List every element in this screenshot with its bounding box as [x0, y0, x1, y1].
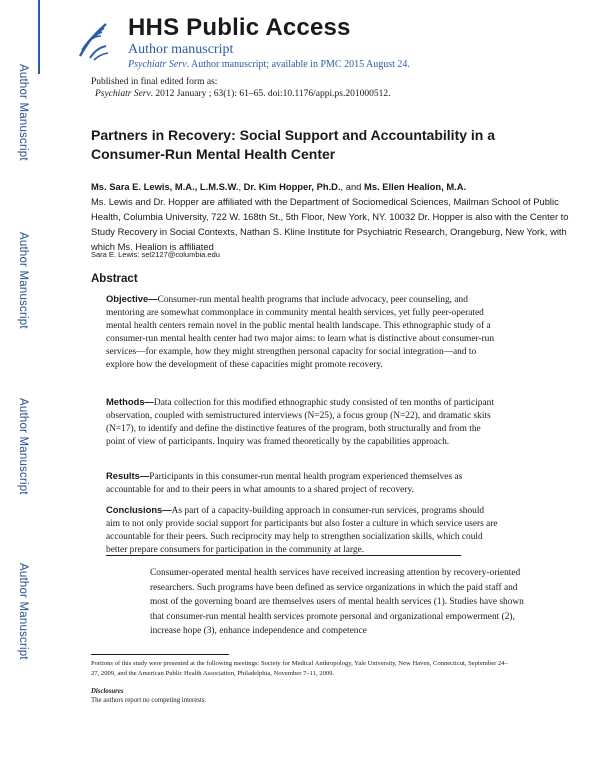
side-label-author-manuscript: Author Manuscript [17, 64, 29, 161]
author-3: Ms. Ellen Healion, M.A. [364, 181, 467, 192]
conclusions-label: Conclusions— [106, 504, 172, 515]
disclosures-text: The authors report no competing interests. [91, 697, 207, 704]
footnote-text: Portions of this study were presented at the following meetings: Society for Medical Anthropology, Yale University, New Haven, Connecticut, September 24–27, 2009, and the American Public Health Association, Philadelphia, November 7–11, 2009. [91, 660, 508, 677]
abstract-objective [106, 293, 498, 371]
abstract-methods [106, 396, 498, 449]
availability-text: . Author manuscript; available in PMC 2015 August 24. [186, 59, 410, 70]
body-paragraph: Consumer-operated mental health services have received increasing attention by recovery-oriented researchers. Such programs have been defined as service organizations in which the paid staff and most of the governing board are themselves users of mental health services (1). Studies have shown that consumer-run mental health services promote personal and organizational empowerment (2), increase hope (3), enhance independence and competence [150, 568, 524, 637]
journal-name: Psychiatr Serv [128, 59, 187, 70]
objective-label: Objective— [106, 293, 158, 304]
author-2: Dr. Kim Hopper, Ph.D. [243, 181, 341, 192]
manuscript-subtitle: Author manuscript [128, 42, 234, 57]
author-block [91, 179, 571, 254]
side-label-author-manuscript: Author Manuscript [17, 232, 29, 329]
results-label: Results— [106, 470, 150, 481]
availability-line [128, 59, 410, 70]
footnote-divider [91, 654, 229, 655]
methods-text: Data collection for this modified ethnographic study consisted of ten months of participant observation, coupled with semistructured interviews (N=25), a focus group (N=22), and dramatic skits (N=17), to identify and define the distinctive features of the program, both structurally and from the point of view of participants. Inquiry was framed theoretically by the capabilities approach. [106, 398, 494, 447]
citation-text: . 2012 January ; 63(1): 61–65. doi:10.1176/appi.ps.201000512. [150, 89, 391, 99]
published-label: Published in final edited form as: [91, 77, 218, 87]
citation-journal: Psychiatr Serv [95, 89, 151, 99]
page-title: HHS Public Access [128, 14, 351, 41]
methods-label: Methods— [106, 396, 154, 407]
author-1: Ms. Sara E. Lewis, M.A., L.M.S.W. [91, 181, 239, 192]
objective-text: Consumer-run mental health programs that include advocacy, peer counseling, and mentoring are somewhat commonplace in community mental health services, yet fully peer-operated mental health centers remain novel in the public mental health landscape. This ethnographic study of a consumer-run mental health center had two major aims: to learn what is distinctive about consumer-run services—for example, how they might strengthen personal capacity for social integration—and to explore how the development of these capacities might promote recovery. [106, 295, 495, 370]
citation-line [95, 89, 390, 99]
results-text: Participants in this consumer-run mental health program experienced themselves as accountable for and to their peers in what amounts to a shared project of recovery. [106, 472, 463, 495]
side-label-author-manuscript: Author Manuscript [17, 398, 29, 495]
side-label-author-manuscript: Author Manuscript [17, 563, 29, 660]
contact-email: Sara E. Lewis: sel2127@columbia.edu [91, 250, 220, 259]
affiliation-text: Ms. Lewis and Dr. Hopper are affiliated with the Department of Sociomedical Sciences, Mailman School of Public Health, Columbia University, 722 W. 168th St., 5th Floor, New York, NY. 10032 Dr. Hopper is also with the Center to Study Recovery in Social Contexts, Nathan S. Kline Institute for Psychiatric Research, Orangeburg, New York, with which Ms. Healion is affiliated [91, 196, 569, 252]
abstract-results [106, 470, 498, 497]
abstract-heading: Abstract [91, 273, 138, 285]
header-divider [38, 0, 40, 74]
abstract-conclusions [106, 504, 498, 557]
disclosures-heading: Disclosures [91, 688, 124, 695]
hhs-logo-icon [76, 16, 110, 62]
abstract-end-rule [106, 555, 461, 556]
article-title: Partners in Recovery: Social Support and Accountability in a Consumer-Run Mental Health Center [91, 127, 496, 162]
author-separator: , [238, 181, 244, 192]
author-separator: , and [340, 181, 365, 192]
conclusions-text: As part of a capacity-building approach in consumer-run services, programs should aim to not only provide social support for participants but also foster a culture in which service users are accountable for their peers. Such reciprocity may help to strengthen socialization skills, which could better prepare consumers for participation in the community at large. [106, 506, 498, 555]
